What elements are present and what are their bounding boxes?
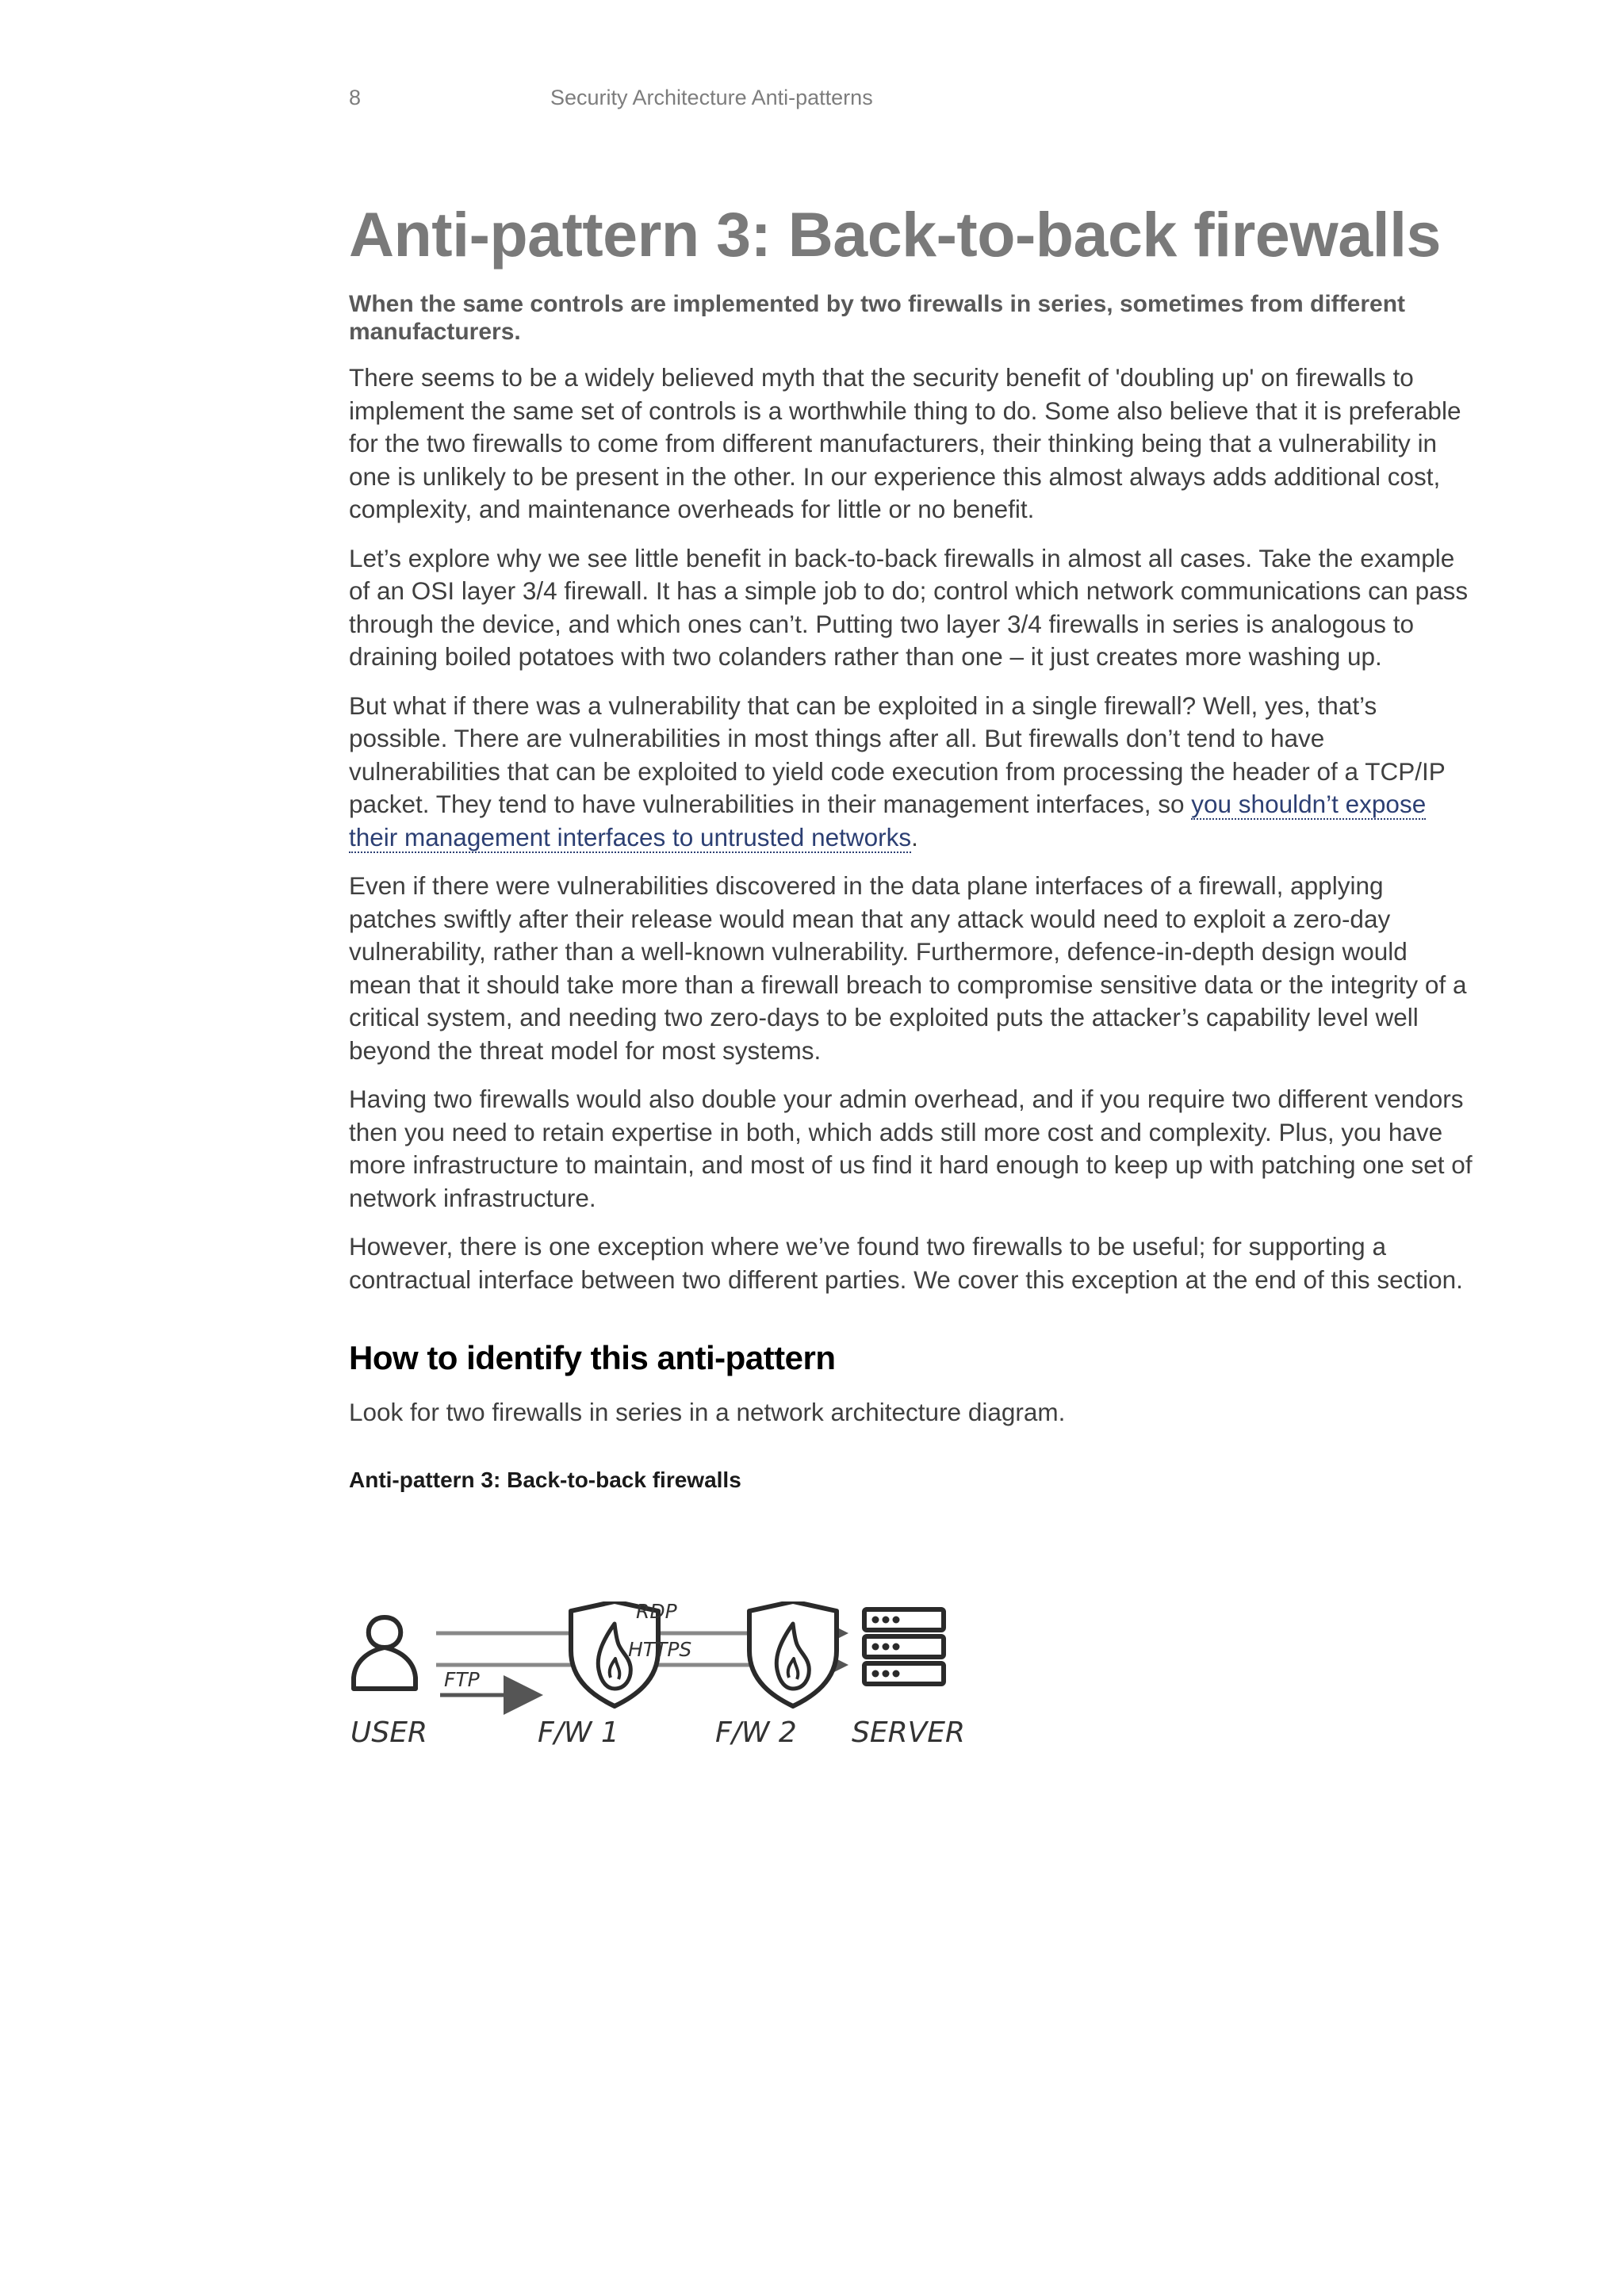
running-title: Security Architecture Anti-patterns [550, 86, 873, 109]
fw2-label: F/W 2 [715, 1716, 797, 1749]
paragraph-3-end: . [911, 822, 918, 851]
paragraph-4: Even if there were vulnerabilities discovered in the data plane interfaces of a firewall, applying patches swiftly after their release would mean that any attack would need to exploit a zero-day vulnerability, rather than a well-known vulnerability. Furthermore, defence-in-depth design would mean that it should take more than a firewall breach to compromise sensitive data or the integrity of a critical system, and needing two zero-days to be exploited puts the attacker’s capability level well beyond the threat model for most systems. [349, 871, 1467, 1065]
paragraph-1: There seems to be a widely believed myth that the security benefit of 'doubling up' on firewalls to implement the same set of controls is a worthwhile thing to do. Some also believe that it is preferable for the two firewalls to come from different manufacturers, their thinking being that a vulnerability in one is unlikely to be present in the other. In our experience this almost always adds additional cost, complexity, and maintenance overheads for little or no benefit. [349, 363, 1461, 523]
ftp-label: FTP [444, 1668, 480, 1691]
firewall-2-icon [749, 1601, 837, 1706]
page-title: Anti-pattern 3: Back-to-back firewalls [349, 199, 1441, 270]
rdp-label: RDP [636, 1600, 677, 1623]
paragraph-2: Let’s explore why we see little benefit in back-to-back firewalls in almost all cases. Take the example of an OSI layer 3/4 firewall. It has a simple job to do; control which network communications can pass through the device, and which ones can’t. Putting two layer 3/4 firewalls in series is analogous to draining boiled potatoes with two colanders rather than one – it just creates more washing up. [349, 543, 1469, 671]
section-text: Look for two firewalls in series in a network architecture diagram. [349, 1398, 1066, 1426]
user-label: USER [350, 1716, 427, 1749]
management-interfaces-link[interactable]: you shouldn’t expose their management interfaces to untrusted networks [349, 790, 1427, 851]
subtitle: When the same controls are implemented by two firewalls in series, sometimes from different manufacturers. [349, 291, 1406, 345]
paragraph-3 [349, 690, 1475, 855]
https-label: HTTPS [628, 1638, 692, 1661]
fw1-label: F/W 1 [538, 1716, 619, 1749]
main-content [349, 197, 1475, 1493]
figure-caption: Anti-pattern 3: Back-to-back firewalls [349, 1467, 741, 1492]
paragraph-6: However, there is one exception where we’ve found two firewalls to be useful; for supporting a contractual interface between two different parties. We cover this exception at the end of this section. [349, 1232, 1463, 1294]
server-label: SERVER [852, 1716, 965, 1749]
paragraph-5: Having two firewalls would also double your admin overhead, and if you require two different vendors then you need to retain expertise in both, which adds still more cost and complexity. Plus, you have more infrastructure to maintain, and most of us find it hard enough to keep up with patching one set of network infrastructure. [349, 1085, 1473, 1212]
firewall-diagram [349, 1601, 983, 1768]
page-number: 8 [349, 86, 362, 109]
paragraph-3-text: But what if there was a vulnerability that can be exploited in a single firewall? Well, yes, that’s possible. There are vulnerabilities in most things after all. But firewalls don’t tend to have vulnerabilities that can be exploited to yield code execution from processing the header of a TCP/IP packet. They tend to have vulnerabilities in their management interfaces, so [349, 691, 1446, 818]
section-heading: How to identify this anti-pattern [349, 1339, 836, 1376]
user-icon [354, 1617, 416, 1689]
